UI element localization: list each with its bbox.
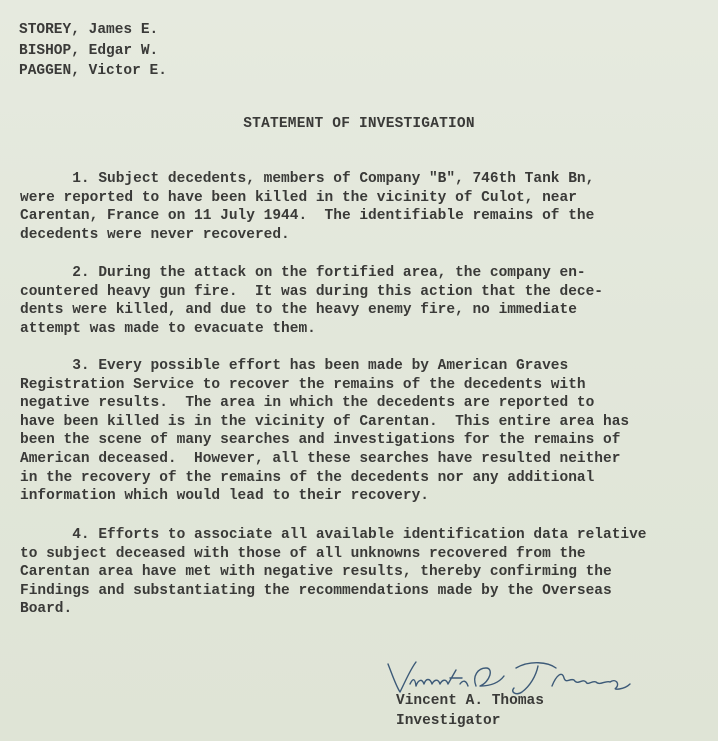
text-line: 1. Subject decedents, members of Company "B", 746th Tank Bn, — [20, 171, 595, 187]
paragraph-3 — [20, 357, 700, 506]
text-line: negative results. The area in which the decedents are reported to — [20, 395, 595, 412]
text-line: Board. — [20, 601, 73, 618]
paragraph-2 — [20, 264, 700, 338]
text-line: been the scene of many searches and investigations for the remains of — [20, 432, 621, 449]
text-line: Findings and substantiating the recommendations made by the Overseas — [20, 582, 612, 599]
text-line: information which would lead to their recovery. — [20, 488, 429, 505]
text-line: American deceased. However, all these searches have resulted neither — [20, 450, 621, 467]
text-line: attempt was made to evacuate them. — [20, 320, 316, 337]
text-line: were reported to have been killed in the vicinity of Culot, near — [20, 189, 577, 206]
text-line: decedents were never recovered. — [20, 226, 290, 243]
text-line: in the recovery of the remains of the decedents nor any additional — [20, 469, 595, 486]
paragraph-4 — [20, 526, 700, 619]
text-line: Registration Service to recover the remains of the decedents with — [20, 376, 586, 393]
text-line: dents were killed, and due to the heavy enemy fire, no immediate — [20, 302, 577, 319]
document-heading: STATEMENT OF INVESTIGATION — [243, 116, 475, 132]
investigator-title: Investigator — [396, 713, 501, 729]
text-line: have been killed is in the vicinity of Carentan. This entire area has — [20, 413, 630, 430]
text-line: 2. During the attack on the fortified area, the company en- — [20, 265, 586, 281]
text-line: Carentan area have met with negative results, thereby confirming the — [20, 564, 612, 581]
decedent-name: BISHOP, Edgar W. — [19, 42, 159, 59]
decedent-name: PAGGEN, Victor E. — [19, 63, 167, 79]
text-line: countered heavy gun fire. It was during this action that the dece- — [20, 283, 603, 300]
text-line: Carentan, France on 11 July 1944. The identifiable remains of the — [20, 208, 595, 225]
text-line: 4. Efforts to associate all available identification data relative — [20, 527, 647, 543]
investigator-name: Vincent A. Thomas — [396, 693, 544, 709]
paragraph-1 — [20, 170, 700, 244]
signature-block — [396, 691, 544, 731]
decedent-names — [19, 20, 167, 82]
decedent-name: STOREY, James E. — [19, 22, 159, 38]
text-line: 3. Every possible effort has been made by American Graves — [20, 358, 569, 374]
text-line: to subject deceased with those of all unknowns recovered from the — [20, 545, 586, 562]
